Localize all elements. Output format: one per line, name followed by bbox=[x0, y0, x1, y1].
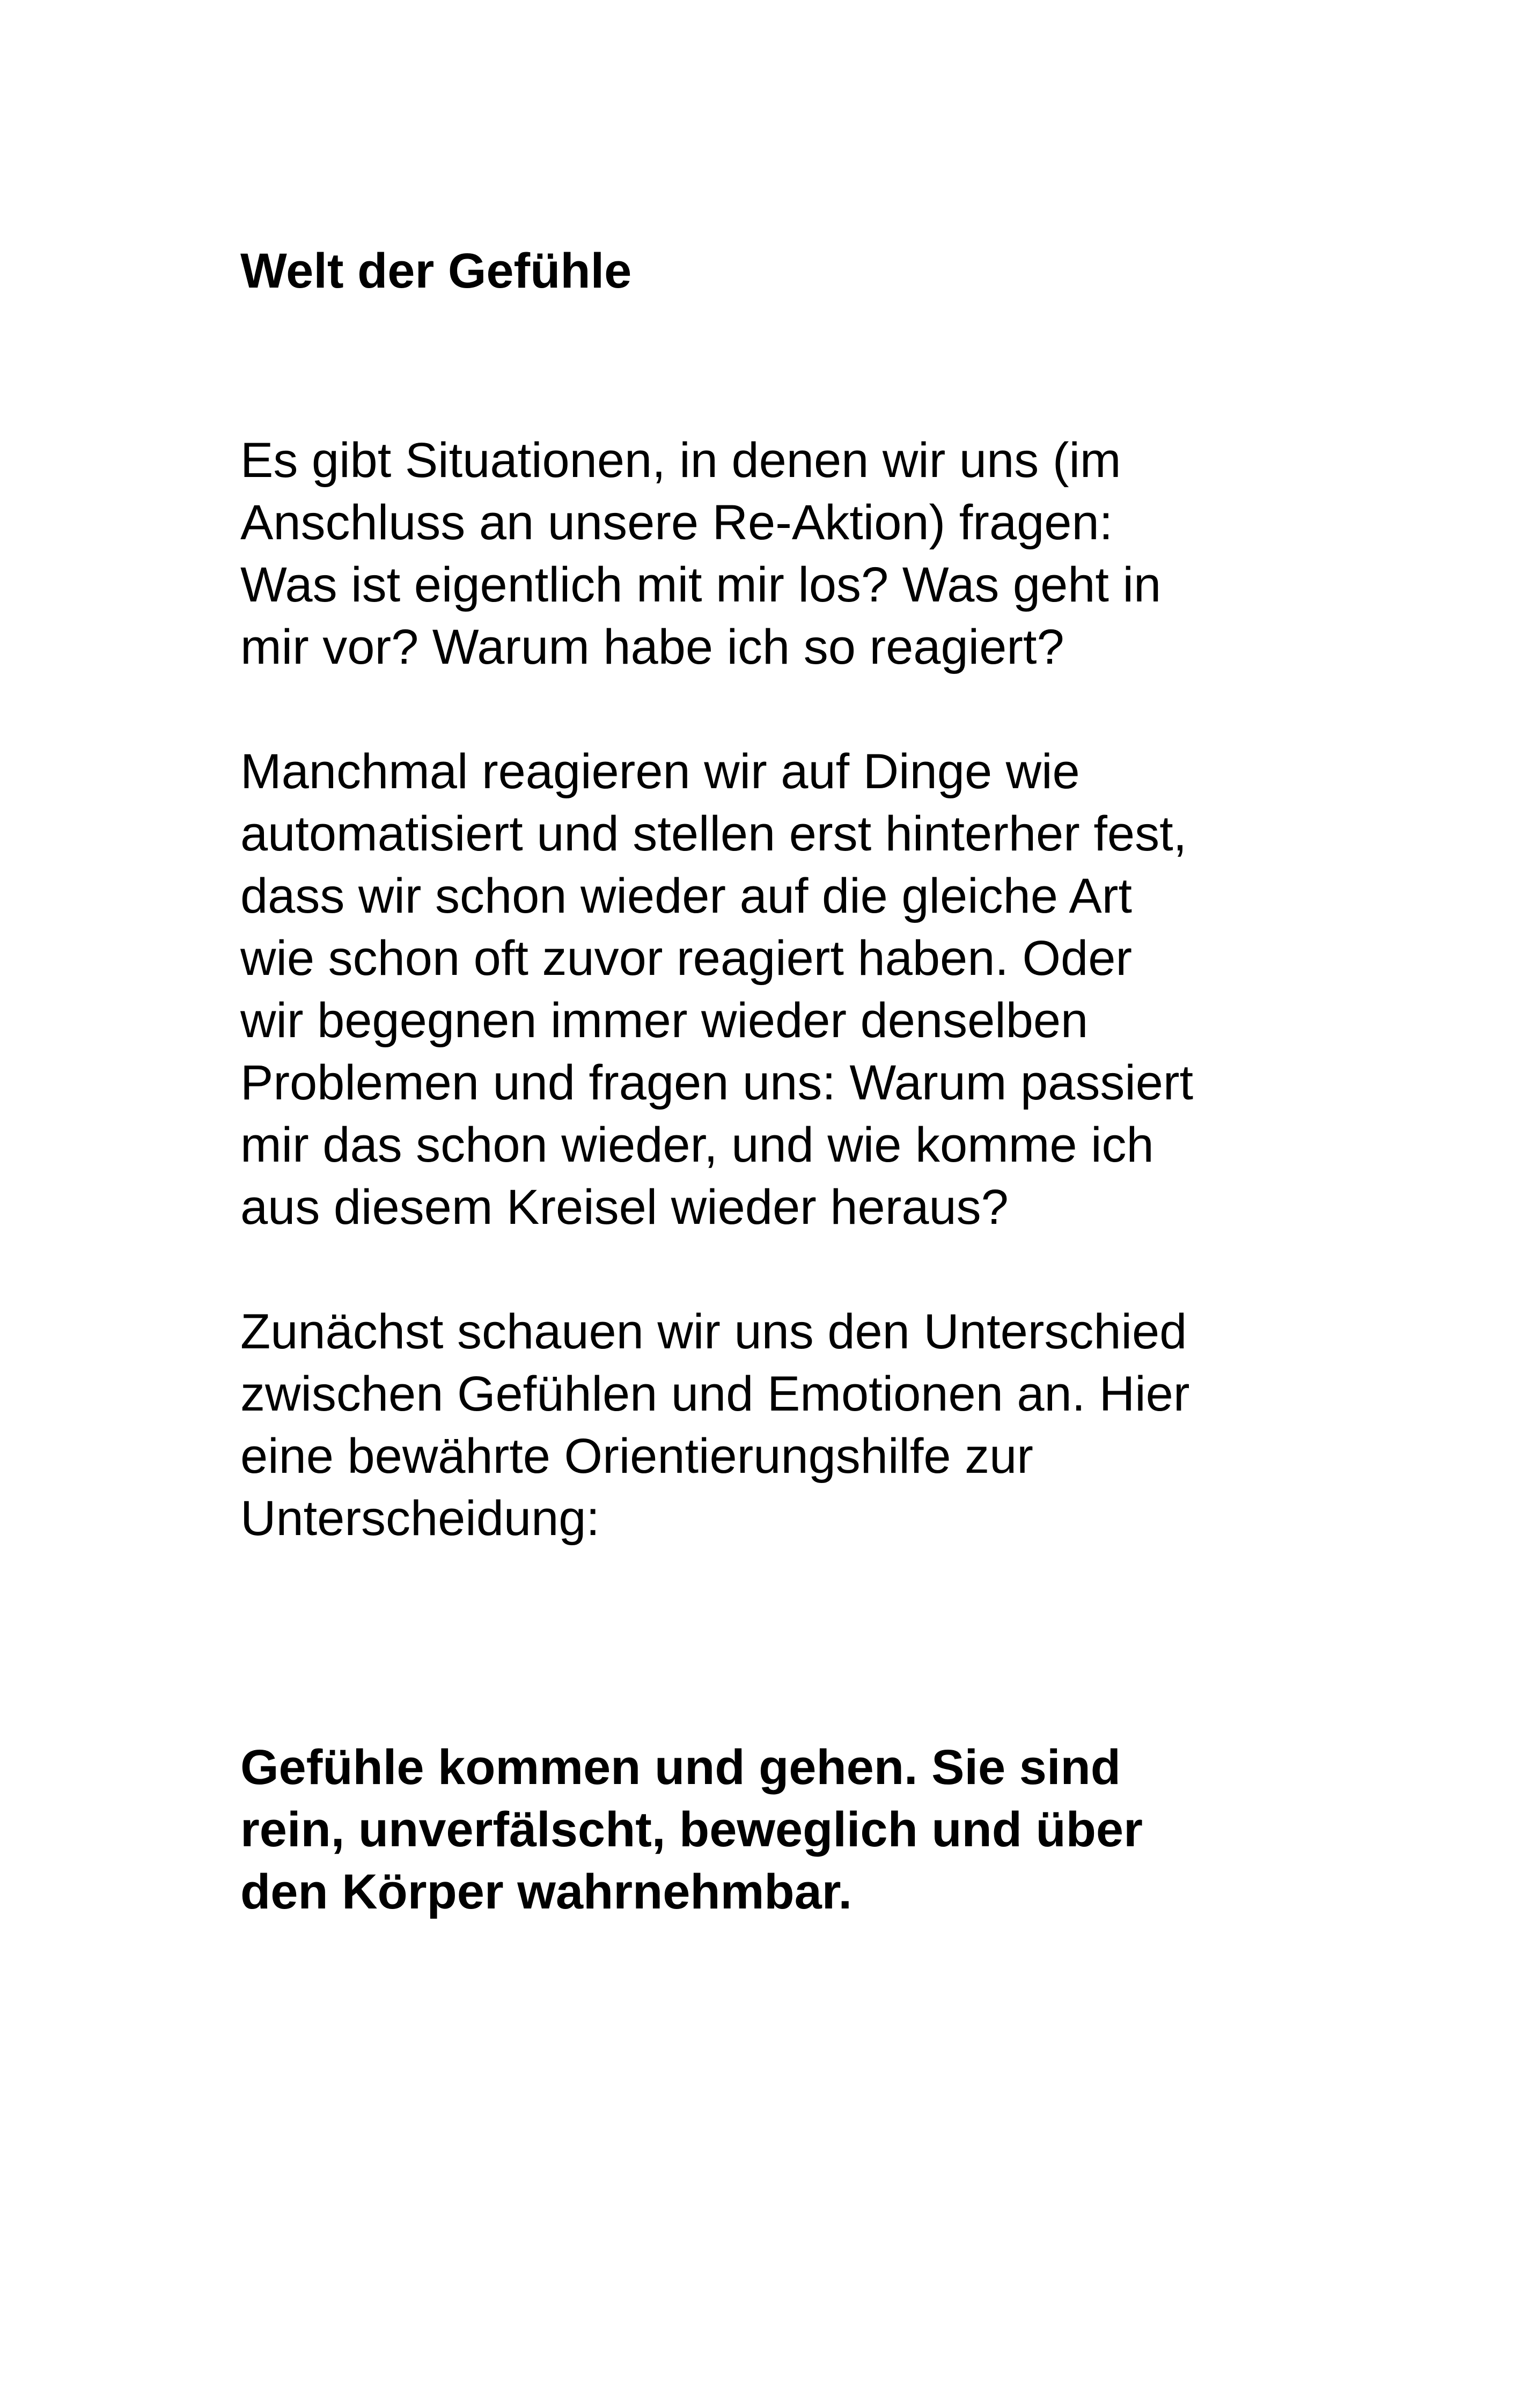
page-content bbox=[240, 236, 1335, 1923]
paragraph-automatic-reactions bbox=[240, 740, 1335, 1238]
text-line: Unterscheidung: bbox=[240, 1491, 600, 1546]
paragraph-difference bbox=[240, 1301, 1335, 1550]
text-line: dass wir schon wieder auf die gleiche Art bbox=[240, 869, 1132, 923]
text-line: eine bewährte Orientierungshilfe zur bbox=[240, 1429, 1033, 1484]
text-line: Was ist eigentlich mit mir los? Was geht in bbox=[240, 557, 1162, 612]
text-line: Manchmal reagieren wir auf Dinge wie bbox=[240, 744, 1080, 799]
text-line: wir begegnen immer wieder denselben bbox=[240, 993, 1089, 1048]
paragraph-situations bbox=[240, 429, 1335, 678]
highlight-line: Gefühle kommen und gehen. Sie sind bbox=[240, 1740, 1121, 1795]
text-line: wie schon oft zuvor reagiert haben. Oder bbox=[240, 931, 1133, 986]
text-line: Es gibt Situationen, in denen wir uns (im bbox=[240, 433, 1121, 488]
highlight-line: den Körper wahrnehmbar. bbox=[240, 1864, 853, 1919]
text-line: Problemen und fragen uns: Warum passiert bbox=[240, 1055, 1194, 1110]
highlight-statement bbox=[240, 1736, 1335, 1923]
text-line: automatisiert und stellen erst hinterher fest, bbox=[240, 806, 1187, 861]
text-line: aus diesem Kreisel wieder heraus? bbox=[240, 1180, 1009, 1235]
text-line: Zunächst schauen wir uns den Unterschied bbox=[240, 1304, 1187, 1359]
text-line: Anschluss an unsere Re-Aktion) fragen: bbox=[240, 495, 1113, 550]
page-title: Welt der Gefühle bbox=[240, 244, 632, 298]
text-line: mir vor? Warum habe ich so reagiert? bbox=[240, 620, 1064, 674]
highlight-line: rein, unverfälscht, beweglich und über bbox=[240, 1802, 1143, 1857]
text-line: zwischen Gefühlen und Emotionen an. Hier bbox=[240, 1367, 1190, 1421]
text-line: mir das schon wieder, und wie komme ich bbox=[240, 1118, 1154, 1172]
